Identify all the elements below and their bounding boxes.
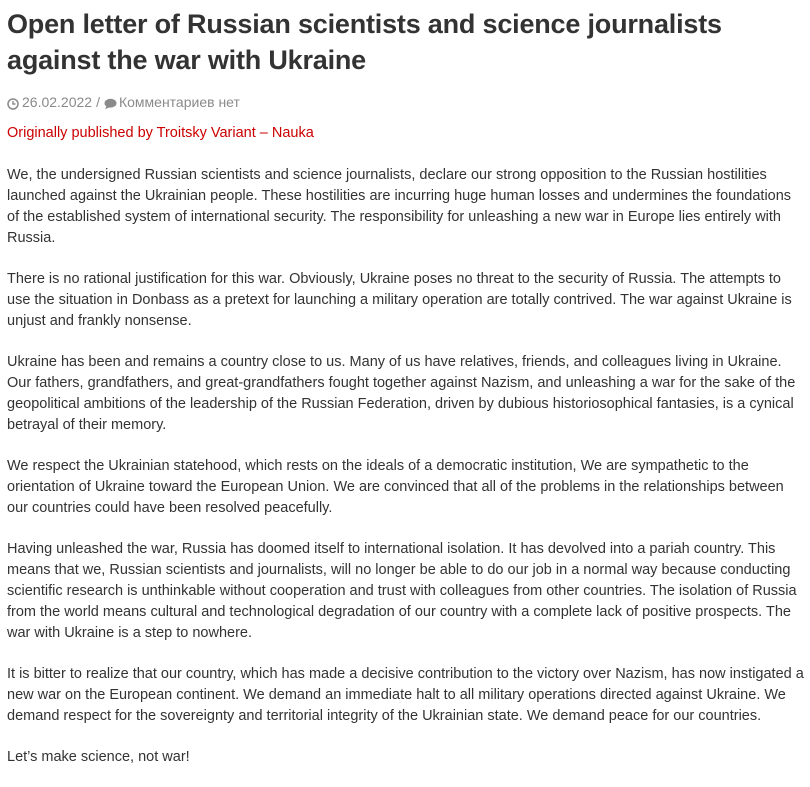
paragraph-7: Let’s make science, not war! <box>7 749 190 765</box>
paragraph-4: We respect the Ukrainian statehood, which rests on the ideals of a democratic institution, We are sympathetic to the orientation of Ukraine toward the European Union. We are convinced that all of the problems in the relationships between our countries could have been resolved peacefully. <box>7 458 784 516</box>
paragraph-1: We, the undersigned Russian scientists and science journalists, declare our strong opposition to the Russian hostilities launched against the Ukrainian people. These hostilities are incurring huge human losses and undermines the foundations of the established system of international security. The responsibility for unleashing a new war in Europe lies entirely with Russia. <box>7 167 792 246</box>
meta-separator: / <box>96 94 100 110</box>
clock-icon <box>7 96 19 108</box>
post-date: 26.02.2022 <box>22 94 93 110</box>
comments-link[interactable]: Комментариев нет <box>118 94 240 110</box>
source-line <box>7 124 806 142</box>
article-title: Open letter of Russian scientists and science journalists against the war with Ukraine <box>7 9 722 75</box>
article-meta <box>7 93 806 111</box>
comment-icon <box>104 96 116 108</box>
paragraph-3: Ukraine has been and remains a country close to us. Many of us have relatives, friends, and colleagues living in Ukraine. Our fathers, grandfathers, and great-grandfathers fought together against Nazism, and unleashing a war for the sake of the geopolitical ambitions of the leadership of the Russian Federation, driven by dubious historiosophical fantasies, is a cynical betrayal of their memory. <box>7 354 796 433</box>
paragraph-6: It is bitter to realize that our country, which has made a decisive contribution to the victory over Nazism, has now instigated a new war on the European continent. We demand an immediate halt to all military operations directed against Ukraine. We demand respect for the sovereignty and territorial integrity of the Ukrainian state. We demand peace for our countries. <box>7 666 804 724</box>
paragraph-5: Having unleashed the war, Russia has doomed itself to international isolation. It has devolved into a pariah country. This means that we, Russian scientists and journalists, will no longer be able to do our job in a normal way because conducting scientific research is unthinkable without cooperation and trust with colleagues from other countries. The isolation of Russia from the world means cultural and technological degradation of our country with a complete lack of positive prospects. The war with Ukraine is a step to nowhere. <box>7 541 797 641</box>
paragraph-2: There is no rational justification for this war. Obviously, Ukraine poses no threat to the security of Russia. The attempts to use the situation in Donbass as a pretext for launching a military operation are totally contrived. The war against Ukraine is unjust and frankly nonsense. <box>7 271 792 329</box>
source-link[interactable]: Originally published by Troitsky Variant – Nauka <box>7 125 314 141</box>
